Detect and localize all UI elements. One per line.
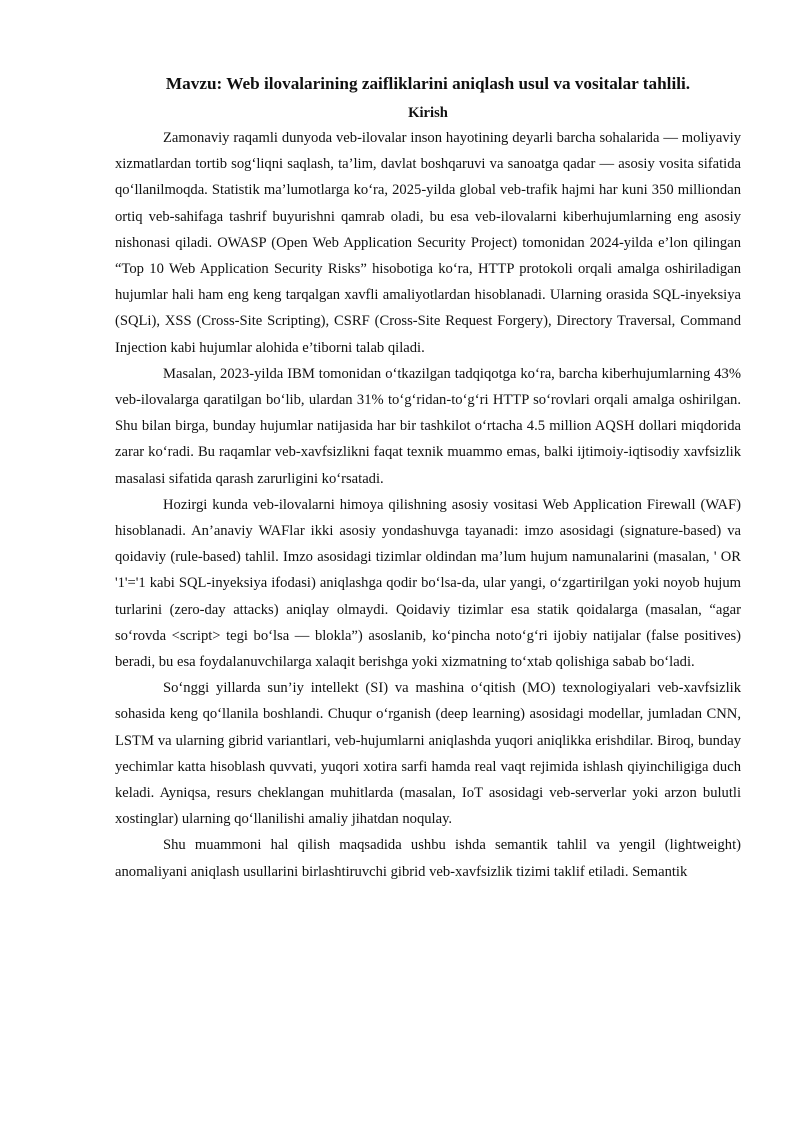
paragraph-1: Zamonaviy raqamli dunyoda veb-ilovalar inson hayotining deyarli barcha sohalarida — moliyaviy xizmatlardan tortib sog‘liqni saqlash, ta’lim, davlat boshqaruvi va sanoatga qadar — asosiy vosita sifatida qo‘llanilmoqda. Statistik ma’lumotlarga ko‘ra, 2025-yilda global veb-trafik hajmi har kuni 350 milliondan ortiq veb-sahifaga tashrif buyurishni qamrab oladi, bu esa veb-ilovalarni kiberhujumlarning eng asosiy nishonasi qiladi. OWASP (Open Web Application Security Project) tomonidan 2024-yilda e’lon qilingan “Top 10 Web Application Security Risks” hisobotiga ko‘ra, HTTP protokoli orqali amalga oshiriladigan hujumlar hali ham eng keng tarqalgan xavfli amaliyotlardan hisoblanadi. Ularning orasida SQL-inyeksiya (SQLi), XSS (Cross-Site Scripting), CSRF (Cross-Site Request Forgery), Directory Traversal, Command Injection kabi hujumlar alohida e’tiborni talab qiladi. [115, 130, 741, 356]
paragraph-5: Shu muammoni hal qilish maqsadida ushbu ishda semantik tahlil va yengil (lightweight) anomaliyani aniqlash usullarini birlashtiruvchi gibrid veb-xavfsizlik tizimi taklif etiladi. Semantik [115, 837, 741, 880]
document-page [115, 72, 741, 885]
paragraph-2: Masalan, 2023-yilda IBM tomonidan o‘tkazilgan tadqiqotga ko‘ra, barcha kiberhujumlarning 43% veb-ilovalarga qaratilgan bo‘lib, ulardan 31% to‘g‘ridan-to‘g‘ri HTTP so‘rovlari orqali amalga oshirilgan. Shu bilan birga, bunday hujumlar natijasida har bir tashkilot o‘rtacha 4.5 million AQSH dollari miqdorida zarar ko‘radi. Bu raqamlar veb-xavfsizlikni faqat texnik muammo emas, balki ijtimoiy-iqtisodiy xavfsizlik masalasi sifatida qarash zarurligini ko‘rsatadi. [115, 365, 741, 487]
paragraph-4: So‘nggi yillarda sun’iy intellekt (SI) va mashina o‘qitish (MO) texnologiyalari veb-xavfsizlik sohasida keng qo‘llanila boshlandi. Chuqur o‘rganish (deep learning) asosidagi modellar, jumladan CNN, LSTM va ularning gibrid variantlari, veb-hujumlarni aniqlashda yuqori aniqlikka erishdilar. Biroq, bunday yechimlar katta hisoblash quvvati, yuqori xotira sarfi hamda real vaqt rejimida ishlash qiyinchiligiga duch keladi. Ayniqsa, resurs cheklangan muhitlarda (masalan, IoT asosidagi veb-serverlar yoki arzon bulutli xostinglar) ularning qo‘llanilishi amaliy jihatdan noqulay. [115, 680, 741, 828]
paragraph-3: Hozirgi kunda veb-ilovalarni himoya qilishning asosiy vositasi Web Application Firewall (WAF) hisoblanadi. An’anaviy WAFlar ikki asosiy yondashuvga tayanadi: imzo asosidagi (signature-based) va qoidaviy (rule-based) tahlil. Imzo asosidagi tizimlar oldindan ma’lum hujum namunalarini (masalan, ' OR '1'='1 kabi SQL-inyeksiya ifodasi) aniqlashga qodir bo‘lsa-da, ular yangi, o‘zgartirilgan yoki noyob hujum turlarini (zero-day attacks) aniqlay olmaydi. Qoidaviy tizimlar esa statik qoidalarga (masalan, “agar so‘rovda <script> tegi bo‘lsa — blokla”) asoslanib, ko‘pincha noto‘g‘ri ijobiy natijalar (false positives) beradi, bu esa foydalanuvchilarga xalaqit berishga yoki xizmatning to‘xtab qolishiga sabab bo‘ladi. [115, 496, 741, 671]
section-heading: Kirish [408, 105, 448, 121]
document-title: Mavzu: Web ilovalarining zaifliklarini aniqlash usul va vositalar tahlili. [165, 74, 691, 93]
